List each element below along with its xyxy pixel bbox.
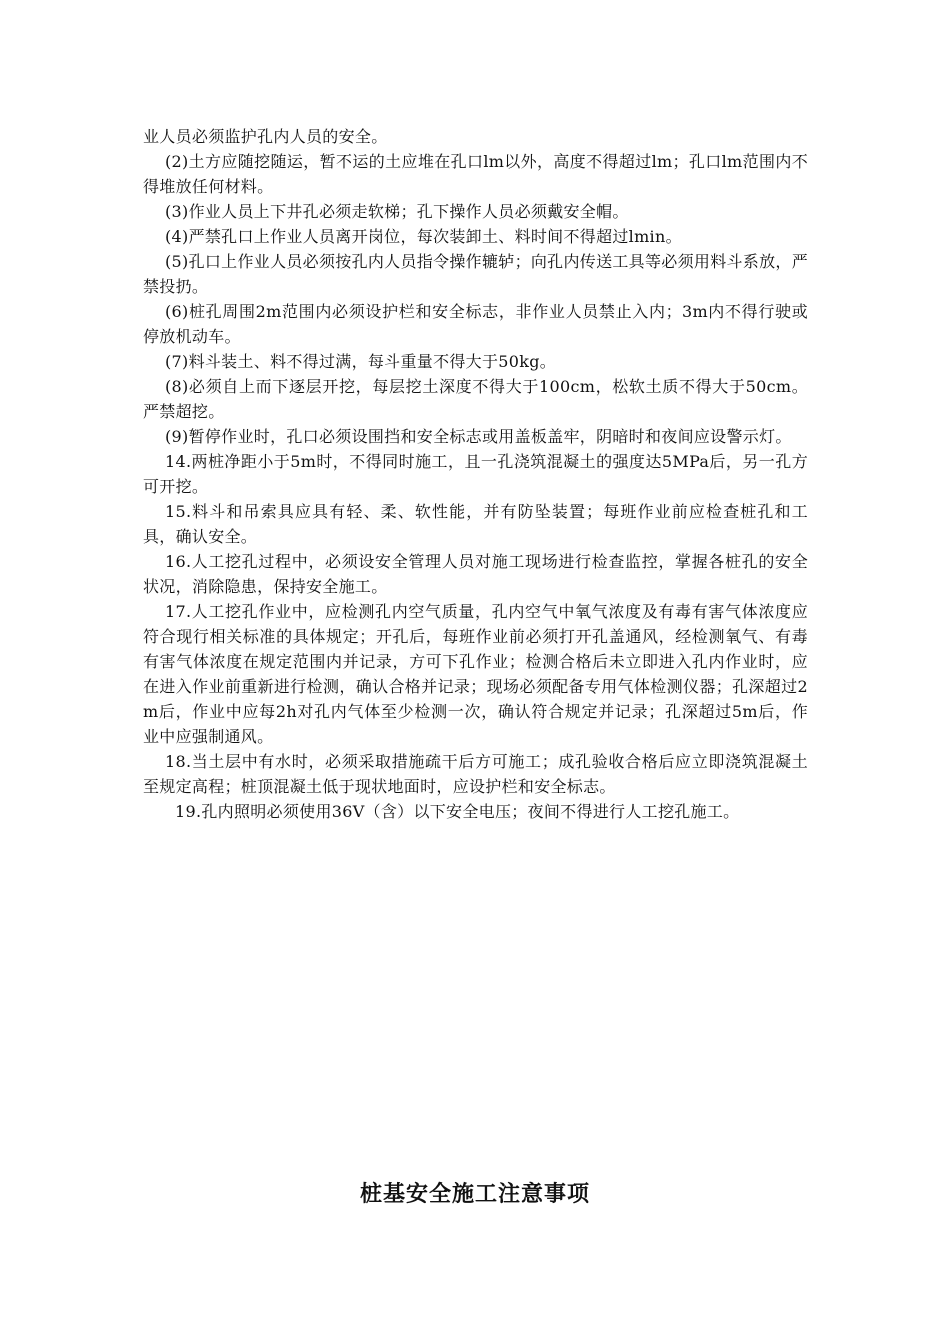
paragraph-clause-14: 14.两桩净距小于5m时，不得同时施工，且一孔浇筑混凝土的强度达5MPa后，另一孔方可开挖。 <box>143 452 808 496</box>
paragraph-item-6: (6)桩孔周围2m范围内必须设护栏和安全标志，非作业人员禁止入内；3m内不得行驶或停放机动车。 <box>143 302 808 346</box>
paragraph-item-9: (9)暂停作业时，孔口必须设围挡和安全标志或用盖板盖牢，阴暗时和夜间应设警示灯。 <box>165 427 792 446</box>
paragraph-item-7: (7)料斗装土、料不得过满，每斗重量不得大于50kg。 <box>165 352 557 371</box>
paragraph-clause-19: 19.孔内照明必须使用36V（含）以下安全电压；夜间不得进行人工挖孔施工。 <box>175 802 740 821</box>
paragraph-clause-16: 16.人工挖孔过程中，必须设安全管理人员对施工现场进行检查监控，掌握各桩孔的安全状况，消除隐患，保持安全施工。 <box>143 552 808 596</box>
paragraph-item-4: (4)严禁孔口上作业人员离开岗位，每次装卸土、料时间不得超过lmin。 <box>165 227 682 246</box>
paragraph-item-5: (5)孔口上作业人员必须按孔内人员指令操作辘轳；向孔内传送工具等必须用料斗系放，严禁投扔。 <box>143 252 808 296</box>
paragraph-item-3: (3)作业人员上下井孔必须走软梯；孔下操作人员必须戴安全帽。 <box>165 202 629 221</box>
paragraph-continuation: 业人员必须监护孔内人员的安全。 <box>143 127 388 146</box>
section-title: 桩基安全施工注意事项 <box>359 1181 590 1207</box>
paragraph-clause-18: 18.当土层中有水时，必须采取措施疏干后方可施工；成孔验收合格后应立即浇筑混凝土至规定高程；桩顶混凝土低于现状地面时，应设护栏和安全标志。 <box>143 752 808 796</box>
paragraph-item-8: (8)必须自上而下逐层开挖，每层挖土深度不得大于100cm，松软土质不得大于50cm。严禁超挖。 <box>143 377 808 421</box>
paragraph-clause-17: 17.人工挖孔作业中，应检测孔内空气质量，孔内空气中氧气浓度及有毒有害气体浓度应符合现行相关标准的具体规定；开孔后，每班作业前必须打开孔盖通风，经检测氧气、有毒有害气体浓度在规定范围内并记录，方可下孔作业；检测合格后未立即进入孔内作业时，应在进入作业前重新进行检测，确认合格并记录；现场必须配备专用气体检测仪器；孔深超过2m后，作业中应每2h对孔内气体至少检测一次，确认符合规定并记录；孔深超过5m后，作业中应强制通风。 <box>143 602 808 746</box>
paragraph-item-2: (2)土方应随挖随运，暂不运的土应堆在孔口lm以外，高度不得超过lm；孔口lm范围内不得堆放任何材料。 <box>143 152 808 196</box>
document-body <box>143 124 808 824</box>
paragraph-clause-15: 15.料斗和吊索具应具有轻、柔、软性能，并有防坠装置；每班作业前应检查桩孔和工具，确认安全。 <box>143 502 808 546</box>
